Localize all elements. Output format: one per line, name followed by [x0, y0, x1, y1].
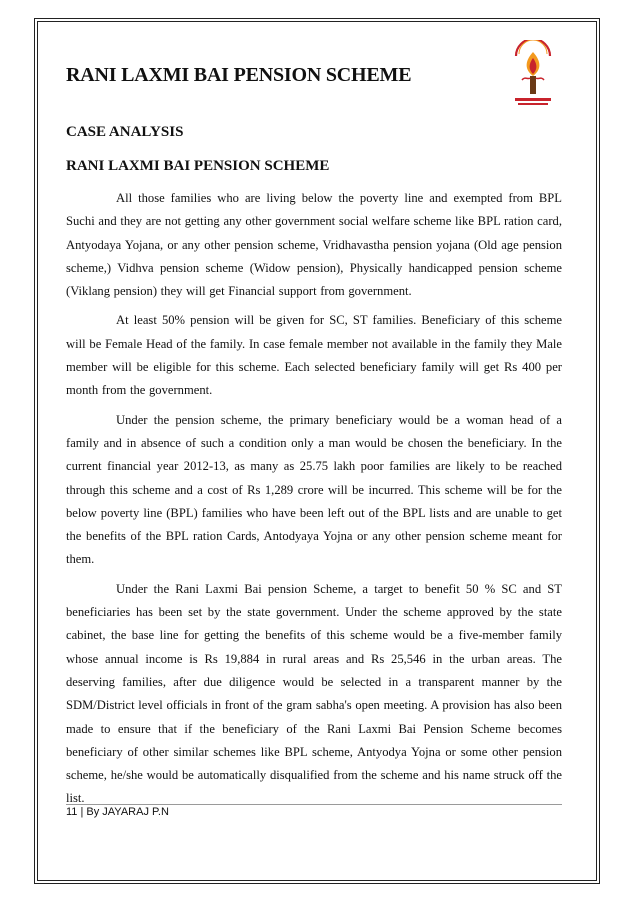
paragraph-pension-amount: At least 50% pension will be given for SC, ST families. Beneficiary of this scheme will be Female Head of the family. In case female member not available in the family they Male member will be eligible for this scheme. Each selected beneficiary family will get Rs 400 per month from the government.: [66, 313, 562, 398]
body-text: [66, 187, 562, 817]
section-heading-scheme: RANI LAXMI BAI PENSION SCHEME: [66, 158, 330, 174]
footer-divider: [66, 804, 562, 805]
paragraph-target-and-selection: Under the Rani Laxmi Bai pension Scheme, a target to benefit 50 % SC and ST beneficiaries has been set by the state government. Under the scheme approved by the state cabinet, the base line for getting the benefits of this scheme would be a five-member family whose annual income is Rs 19,884 in rural areas and Rs 25,546 in the urban areas. The deserving families, after due diligence would be selected in a transparent manner by the SDM/District level officials in front of the gram sabha's open meeting. A provision has also been made to ensure that if the beneficiary of the Rani Laxmi Bai Pension Scheme becomes beneficiary of other similar schemes like BPL scheme, Antyodya Yojna or some other pension scheme, he/she would be automatically disqualified from the scheme and his name struck off the list.: [66, 581, 562, 806]
paragraph-eligibility: All those families who are living below the poverty line and exempted from BPL Suchi and they are not getting any other government social welfare scheme like BPL ration card, Antyodaya Yojana, or any other pension scheme, Vridhavastha pension yojana (Old age pension scheme,) Vidhva pension scheme (Widow pension), Physically handicapped pension scheme (Viklang pension) they will get Financial support from government.: [66, 191, 562, 299]
paragraph-primary-beneficiary: Under the pension scheme, the primary beneficiary would be a woman head of a family and in absence of such a condition only a man would be chosen the beneficiary. In the current financial year 2012-13, as many as 25.75 lakh poor families are likely to be reached through this scheme and a cost of Rs 1,289 crore will be incurred. This scheme will be for the below poverty line (BPL) families who have been left out of the BPL lists and are unable to get the benefits of the BPL ration Cards, Antodyaya Yojna or any other pension scheme meant for them.: [66, 412, 562, 567]
page-footer: 11 | By JAYARAJ P.N: [66, 806, 169, 818]
scheme-logo: [510, 40, 556, 110]
document-title: RANI LAXMI BAI PENSION SCHEME: [66, 64, 412, 86]
section-heading-case-analysis: CASE ANALYSIS: [66, 124, 184, 140]
